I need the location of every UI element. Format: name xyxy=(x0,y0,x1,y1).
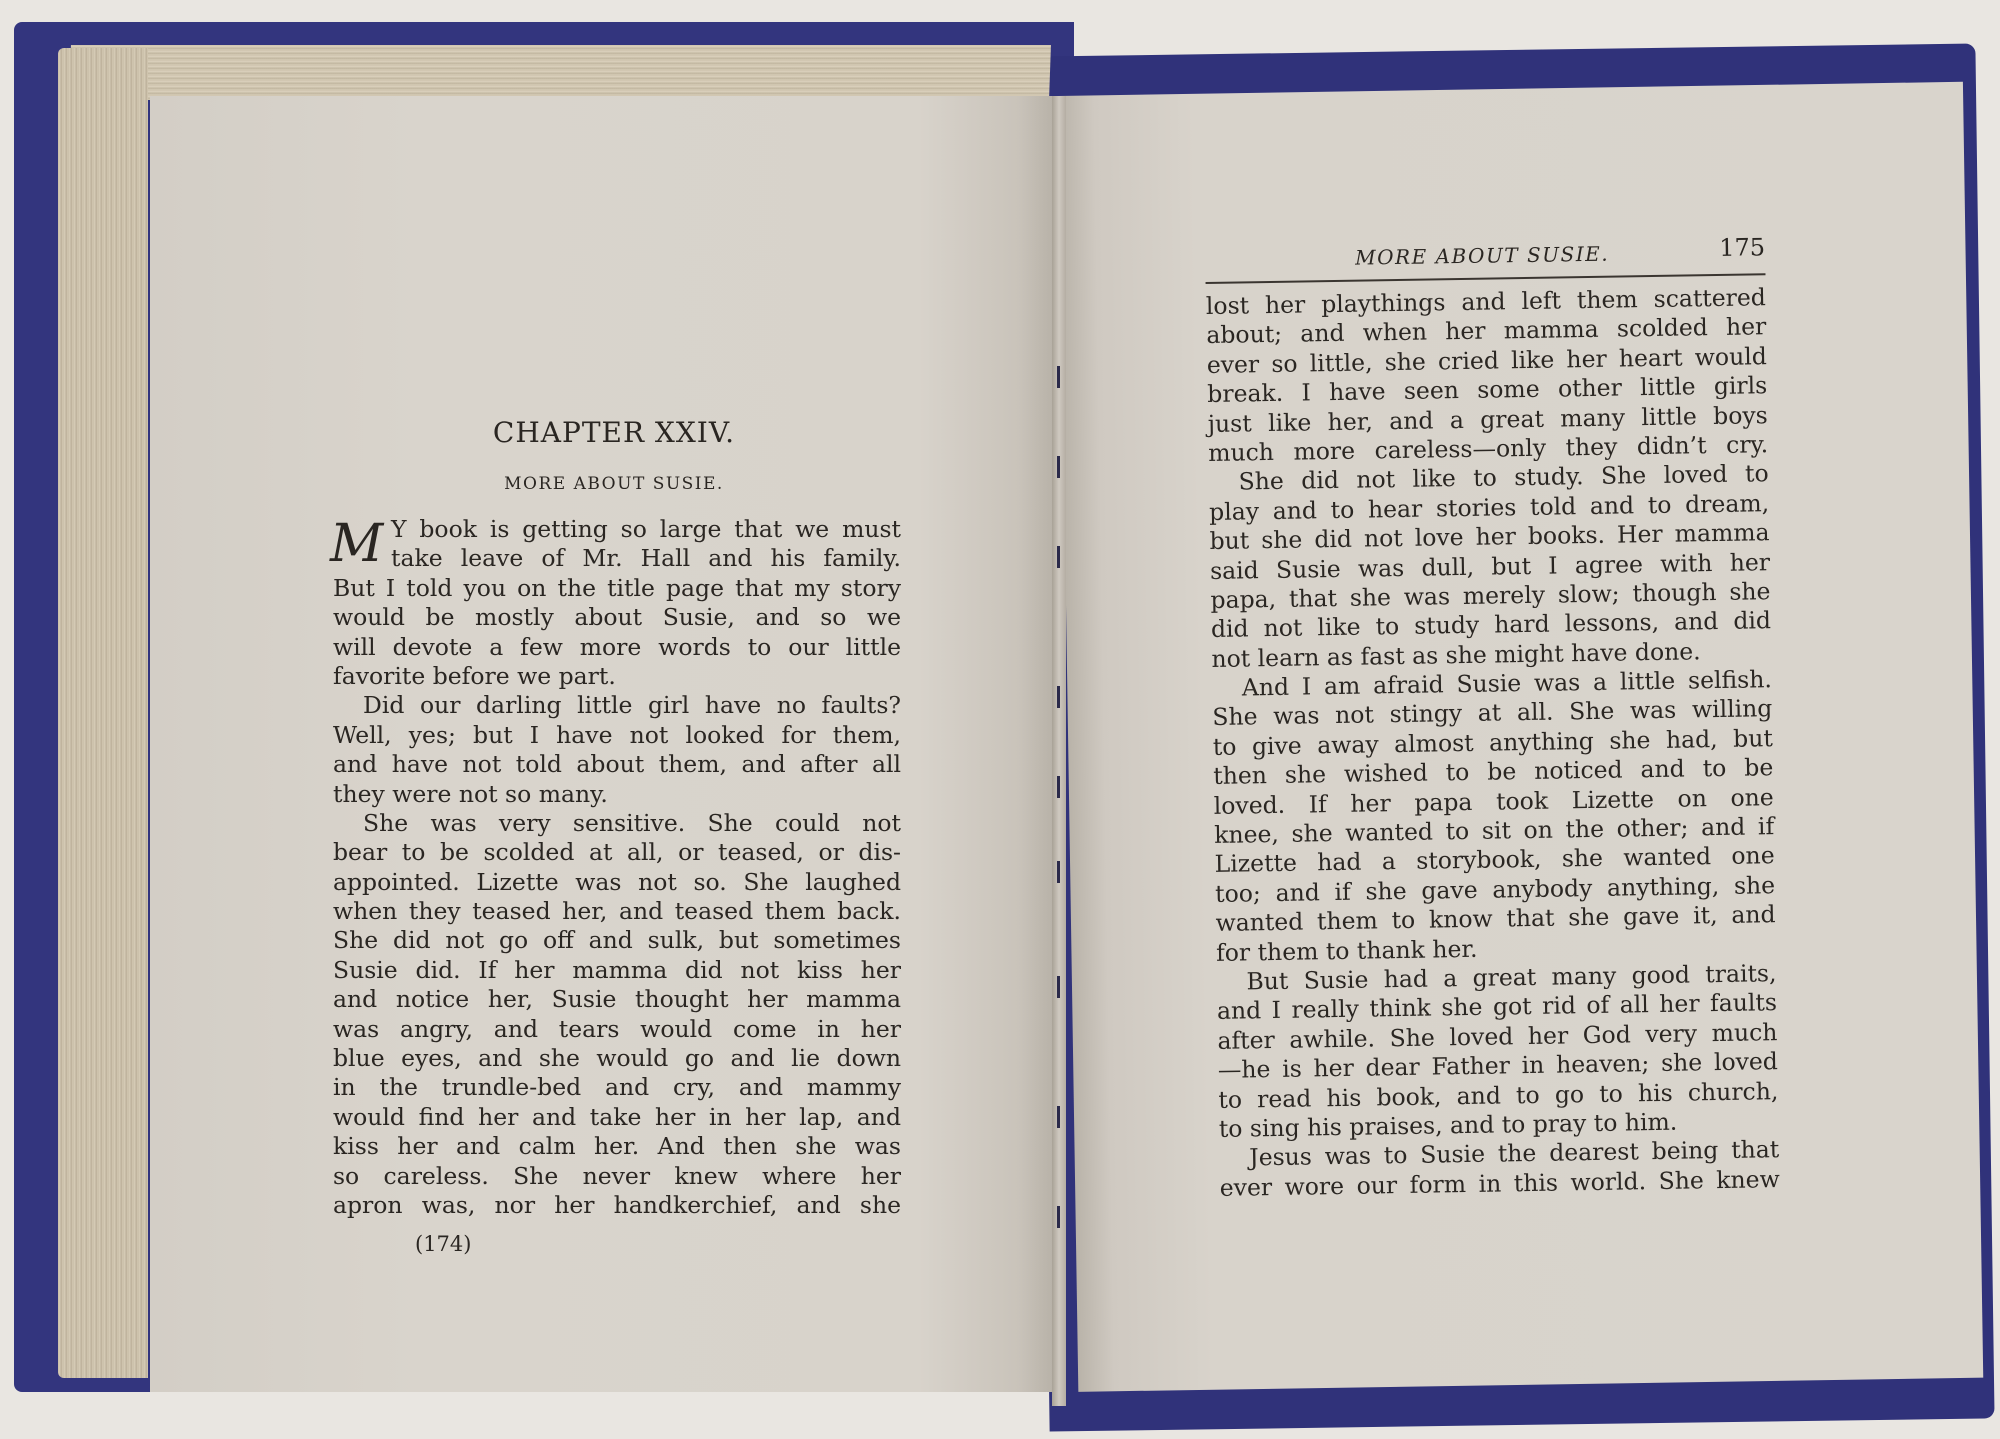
text-line: favorite before we part. xyxy=(333,661,616,690)
text-line: in the trundle-bed and cry, and mammy xyxy=(333,1073,901,1102)
text-line: lost her playthings and left them scattered xyxy=(1205,283,1767,320)
text-line: blue eyes, and she would go and lie down xyxy=(333,1044,901,1073)
text-line: after awhile. She loved her God very much xyxy=(1217,1017,1778,1055)
text-line: just like her, and a great many little boys xyxy=(1207,400,1768,438)
text-line: She was not stingy at all. She was willing xyxy=(1212,694,1773,732)
text-line: Did our darling little girl have no faults? xyxy=(363,691,901,720)
text-line: but she did not love her books. Her mamma xyxy=(1209,518,1770,556)
left-page-number: (174) xyxy=(415,1232,472,1256)
text-line: papa, that she was merely slow; though she xyxy=(1210,577,1771,614)
drop-cap: M xyxy=(330,514,384,574)
stitch-mark xyxy=(1057,1206,1060,1228)
text-line: about; and when her mamma scolded her xyxy=(1206,312,1767,350)
text-line: Well, yes; but I have not looked for them, xyxy=(333,720,901,749)
text-line: they were not so many. xyxy=(333,779,608,808)
spine-stitching xyxy=(1052,96,1066,1406)
stitch-mark xyxy=(1057,976,1060,998)
running-head xyxy=(1205,233,1766,284)
text-line: bear to be scolded at all, or teased, or dis- xyxy=(333,838,901,867)
stitch-mark xyxy=(1057,1106,1060,1128)
page-top-edges xyxy=(69,45,1051,100)
text-line: —he is her dear Father in heaven; she loved xyxy=(1217,1047,1779,1085)
text-line: will devote a few more words to our little xyxy=(333,632,901,661)
text-line: ever so little, she cried like her heart would xyxy=(1206,341,1767,379)
text-line: loved. If her papa took Lizette on one xyxy=(1213,782,1774,820)
stitch-mark xyxy=(1057,546,1060,568)
text-line: She was very sensitive. She could not xyxy=(363,808,901,837)
text-line: break. I have seen some other little girls xyxy=(1207,371,1768,409)
stitch-mark xyxy=(1057,861,1060,883)
text-line: And I am afraid Susie was a little selfish. xyxy=(1241,665,1773,702)
text-line: to sing his praises, and to pray to him. xyxy=(1218,1107,1678,1143)
text-line: was angry, and tears would come in her xyxy=(333,1014,901,1043)
text-line: ever wore our form in this world. She knew xyxy=(1219,1164,1780,1202)
text-line: But Susie had a great many good traits, xyxy=(1246,959,1777,996)
text-line: knee, she wanted to sit on the other; and if xyxy=(1214,812,1775,849)
text-line: so careless. She never knew where her xyxy=(333,1161,901,1190)
page-side-edges xyxy=(58,48,148,1378)
chapter-title: CHAPTER XXIV. xyxy=(492,416,736,449)
text-line: take leave of Mr. Hall and his family. xyxy=(391,544,901,573)
text-line: would find her and take her in her lap, and xyxy=(333,1102,901,1131)
text-line: Susie did. If her mamma did not kiss her xyxy=(333,955,901,984)
text-line: not learn as fast as she might have done. xyxy=(1211,636,1701,673)
text-line: and have not told about them, and after all xyxy=(333,750,901,779)
right-page-body xyxy=(1206,283,1780,1203)
text-line: appointed. Lizette was not so. She laughed xyxy=(333,867,901,896)
text-line: She did not like to study. She loved to xyxy=(1238,459,1769,496)
text-line: to give away almost anything she had, but xyxy=(1212,724,1773,761)
text-line: She did not go off and sulk, but sometimes xyxy=(333,926,901,955)
text-line: when they teased her, and teased them back. xyxy=(333,897,901,926)
text-line: much more careless—only they didn’t cry. xyxy=(1207,430,1769,467)
text-line: Jesus was to Susie the dearest being that xyxy=(1249,1135,1780,1172)
text-line: for them to thank her. xyxy=(1215,934,1478,967)
text-line: But I told you on the title page that my story xyxy=(333,573,901,602)
stitch-mark xyxy=(1057,686,1060,708)
text-line: did not like to study hard lessons, and did xyxy=(1210,606,1772,644)
text-line: Y book is getting so large that we must xyxy=(391,515,901,543)
left-page-body xyxy=(333,515,901,1220)
text-line: Lizette had a storybook, she wanted one xyxy=(1214,841,1775,879)
text-line: and I really think she got rid of all her faults xyxy=(1216,988,1778,1026)
text-line: apron was, nor her handkerchief, and she xyxy=(333,1190,901,1219)
text-line: wanted them to know that she gave it, and xyxy=(1215,900,1776,938)
right-page-number: 175 xyxy=(1719,233,1766,262)
text-line: would be mostly about Susie, and so we xyxy=(333,603,901,632)
stitch-mark xyxy=(1057,456,1060,478)
text-line: said Susie was dull, but I agree with her xyxy=(1209,547,1771,585)
chapter-subtitle: MORE ABOUT SUSIE. xyxy=(504,474,724,494)
text-line: to read his book, and to go to his church, xyxy=(1218,1076,1779,1114)
right-page-content xyxy=(1205,233,1780,1203)
text-line: too; and if she gave anybody anything, she xyxy=(1214,870,1776,908)
stitch-mark xyxy=(1057,366,1060,388)
text-line: kiss her and calm her. And then she was xyxy=(333,1132,901,1161)
text-line: then she wished to be noticed and to be xyxy=(1213,753,1774,791)
text-line: and notice her, Susie thought her mamma xyxy=(333,985,901,1014)
running-title: MORE ABOUT SUSIE. xyxy=(1354,241,1610,270)
stitch-mark xyxy=(1057,776,1060,798)
text-line: play and to hear stories told and to dream, xyxy=(1208,488,1770,526)
